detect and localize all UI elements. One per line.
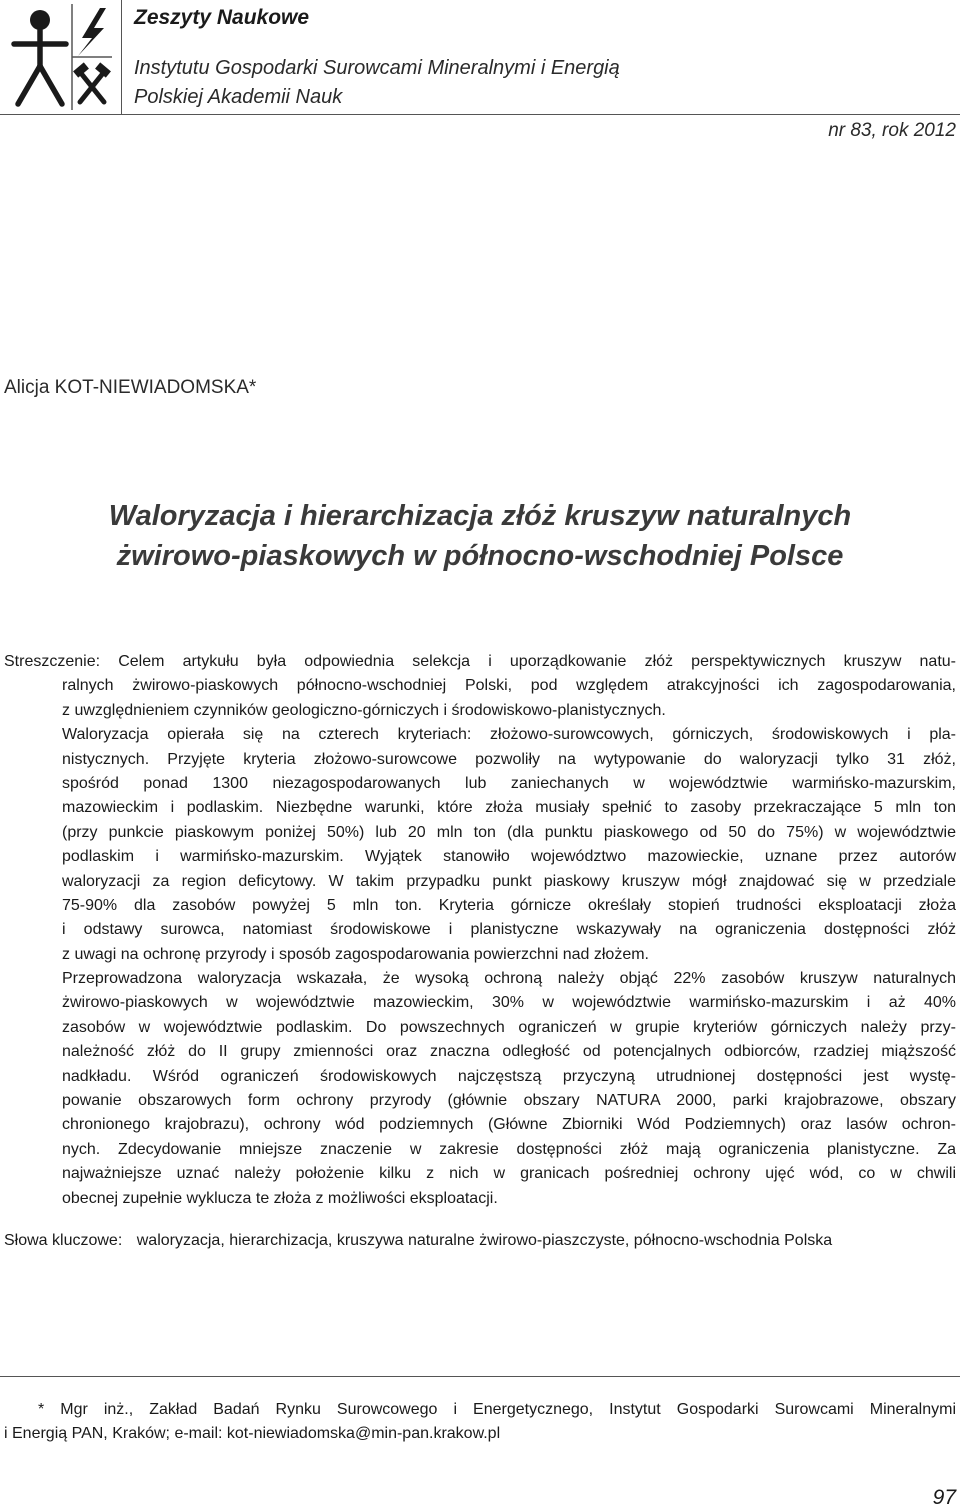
abstract-line: nych. Zdecydowanie mniejsze znaczenie w zakresie dostępności złóż mają ograniczenia planistyczne. Za	[62, 1140, 956, 1158]
abstract-line: 75-90% dla zasobów powyżej 5 mln ton. Kryteria górnicze określały stopień trudności eksploatacji złoża	[62, 896, 956, 914]
abstract-line: nistycznych. Przyjęte kryteria złożowo-surowcowe pozwoliły na wytypowanie do waloryzacji tylko 31 złóż,	[62, 750, 956, 768]
journal-title: Zeszyty Naukowe	[134, 6, 310, 29]
header-divider-vertical	[121, 0, 122, 114]
abstract-line: Waloryzacja opierała się na czterech kryteriach: złożowo-surowcowych, górniczych, środowiskowych i pla-	[62, 726, 956, 744]
abstract-line: podlaskim i warmińsko-mazurskim. Wyjątek stanowiło województwo mazowieckie, uznane przez autorów	[62, 848, 956, 866]
keywords-text: waloryzacja, hierarchizacja, kruszywa naturalne żwirowo-piaszczyste, północno-wschodnia Polska	[136, 1232, 833, 1249]
abstract-line: żwirowo-piaskowych w województwie mazowieckim, 30% w województwie warmińsko-mazurskim i aż 40%	[62, 994, 956, 1012]
journal-subtitle	[134, 54, 620, 112]
article-title-line-1: Waloryzacja i hierarchizacja złóż kruszyw naturalnych	[108, 500, 852, 532]
abstract-line: (przy punkcie piaskowym poniżej 50%) lub 20 mln ton (dla punktu piaskowego od 50 do 75%) w województwie	[62, 823, 956, 841]
abstract-line: nadkładu. Wśród ograniczeń środowiskowych najczęstszą przyczyną utrudnionej dostępności jest wystę-	[62, 1067, 956, 1085]
abstract-line: ralnych żwirowo-piaskowych północno-wschodniej Polski, pod względem atrakcyjności ich zagospodarowania,	[62, 677, 956, 695]
abstract	[4, 650, 956, 1211]
footnote-line-1: * Mgr inż., Zakład Badań Rynku Surowcowego i Energetycznego, Instytut Gospodarki Surowcami Mineralnymi	[38, 1401, 956, 1418]
header-divider	[0, 114, 960, 115]
abstract-line: zasobów w województwie podlaskim. Do powszechnych ograniczeń w grupie kryteriów górniczych należy przy-	[62, 1018, 956, 1036]
abstract-line: waloryzacji za region deficytowy. W takim przypadku punkt piaskowy kruszyw mógł znajdować się w przedziale	[62, 872, 956, 890]
footnote-divider	[0, 1376, 960, 1377]
author-footnote	[4, 1398, 956, 1446]
abstract-line: najważniejsze uznać należy położenie kilku z nich w granicach pośredniej ochrony ujęć wód, co w chwili	[62, 1165, 956, 1183]
abstract-line: powanie obszarowych form ochrony przyrody (głównie obszary NATURA 2000, parki krajobrazowe, obszary	[62, 1092, 956, 1110]
keywords-label: Słowa kluczowe:	[4, 1232, 123, 1249]
keywords	[4, 1232, 832, 1250]
abstract-line: z uwzględnieniem czynników geologiczno-górniczych i środowiskowo-planistycznych.	[62, 701, 666, 719]
footnote-line-2: i Energią PAN, Kraków; e-mail: kot-niewiadomska@min-pan.krakow.pl	[4, 1425, 501, 1442]
abstract-line: i odstawy surowca, natomiast środowiskowe i planistyczne wskazywały na ograniczenia dostępności złóż	[62, 921, 956, 939]
abstract-line: Streszczenie: Celem artykułu była odpowiednia selekcja i uporządkowanie złóż perspektywicznych kruszyw natu-	[4, 653, 956, 670]
crossed-hammers-icon	[73, 62, 111, 102]
author-name: Alicja KOT-NIEWIADOMSKA*	[4, 377, 257, 398]
journal-subtitle-line-2: Polskiej Akademii Nauk	[134, 86, 343, 108]
issue-number: nr 83, rok 2012	[828, 120, 956, 141]
abstract-line: mazowieckim i podlaskim. Niezbędne warunki, które złoża musiały spełnić to zasoby przekraczające 5 mln ton	[62, 799, 956, 817]
abstract-line: obecnej zupełnie wyklucza te złoża z możliwości eksploatacji.	[62, 1189, 498, 1207]
abstract-line: spośród ponad 1300 niezagospodarowanych lub zaniechanych w województwie warmińsko-mazurskim,	[62, 774, 956, 792]
journal-subtitle-line-1: Instytutu Gospodarki Surowcami Mineralnymi i Energią	[134, 57, 620, 79]
journal-logo	[8, 4, 112, 110]
page-number: 97	[932, 1486, 956, 1509]
abstract-line: Przeprowadzona waloryzacja wskazała, że wysoką ochroną należy objąć 22% zasobów kruszyw naturalnych	[62, 970, 956, 988]
article-title-line-2: żwirowo-piaskowych w północno-wschodniej Polsce	[116, 540, 844, 572]
abstract-line: chronionego krajobrazu), ochrony wód podziemnych (Główne Zbiorniki Wód Podziemnych) oraz lasów ochron-	[62, 1116, 956, 1134]
person-figure-icon	[14, 10, 66, 104]
lightning-bolt-icon	[78, 8, 106, 56]
abstract-line: z uwagi na ochronę przyrody i sposób zagospodarowania powierzchni nad złożem.	[62, 945, 649, 963]
abstract-line: należność złóż do II grupy zmienności oraz znaczna odległość od potencjalnych odbiorców, rzadziej miąższość	[62, 1043, 956, 1061]
